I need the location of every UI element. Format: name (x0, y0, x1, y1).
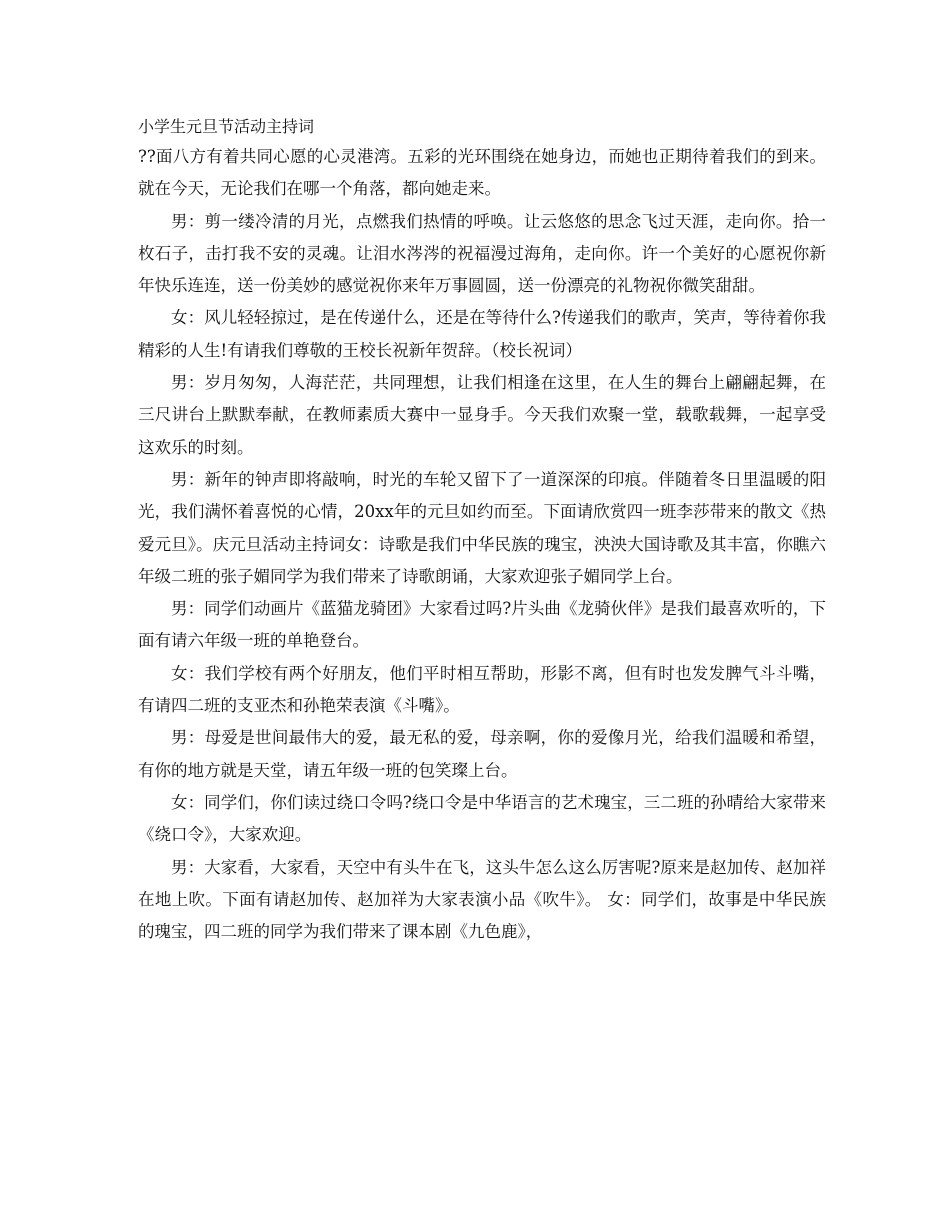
paragraph: ??面八方有着共同心愿的心灵港湾。五彩的光环围绕在她身边，而她也正期待着我们的到来。就在今天，无论我们在哪一个角落，都向她走来。 (138, 147, 826, 199)
paragraph: 女：我们学校有两个好朋友，他们平时相互帮助，形影不离，但有时也发发脾气斗斗嘴，有请四二班的支亚杰和孙艳荣表演《斗嘴》。 (138, 663, 826, 716)
document-body (138, 116, 826, 948)
paragraph: 男：岁月匆匆，人海茫茫，共同理想，让我们相逢在这里，在人生的舞台上翩翩起舞，在三尺讲台上默默奉献，在教师素质大赛中一显身手。今天我们欢聚一堂，载歌载舞，一起享受这欢乐的时刻。 (138, 373, 826, 457)
paragraph: 男：大家看，大家看，天空中有头牛在飞，这头牛怎么这么厉害呢?原来是赵加传、赵加祥在地上吹。下面有请赵加传、赵加祥为大家表演小品《吹牛》。 女：同学们，故事是中华民族的瑰宝，四二班的同学为我们带来了课本剧《九色鹿》， (138, 857, 826, 942)
paragraph: 男：新年的钟声即将敲响，时光的车轮又留下了一道深深的印痕。伴随着冬日里温暖的阳光，我们满怀着喜悦的心情，20xx年的元旦如约而至。下面请欣赏四一班李莎带来的散文《热爱元旦》。庆元旦活动主持词女：诗歌是我们中华民族的瑰宝，泱泱大国诗歌及其丰富，你瞧六年级二班的张子媚同学为我们带来了诗歌朗诵，大家欢迎张子媚同学上台。 (138, 469, 826, 586)
paragraph: 男：同学们动画片《蓝猫龙骑团》大家看过吗?片头曲《龙骑伙伴》是我们最喜欢听的，下面有请六年级一班的单艳登台。 (138, 599, 826, 651)
paragraph: 男：母爱是世间最伟大的爱，最无私的爱，母亲啊，你的爱像月光，给我们温暖和希望，有你的地方就是天堂，请五年级一班的包笑璨上台。 (138, 728, 826, 780)
paragraph: 女：同学们，你们读过绕口令吗?绕口令是中华语言的艺术瑰宝，三二班的孙晴给大家带来《绕口令》，大家欢迎。 (138, 792, 826, 845)
document-title: 小学生元旦节活动主持词 (138, 117, 315, 136)
paragraph: 女：风儿轻轻掠过，是在传递什么，还是在等待什么?传递我们的歌声，笑声，等待着你我精彩的人生!有请我们尊敬的王校长祝新年贺辞。（校长祝词） (138, 308, 826, 360)
paragraph: 男：剪一缕冷清的月光，点燃我们热情的呼唤。让云悠悠的思念飞过天涯，走向你。拾一枚石子，击打我不安的灵魂。让泪水涔涔的祝福漫过海角，走向你。许一个美好的心愿祝你新年快乐连连，送一份美妙的感觉祝你来年万事圆圆，送一份漂亮的礼物祝你微笑甜甜。 (138, 211, 826, 296)
